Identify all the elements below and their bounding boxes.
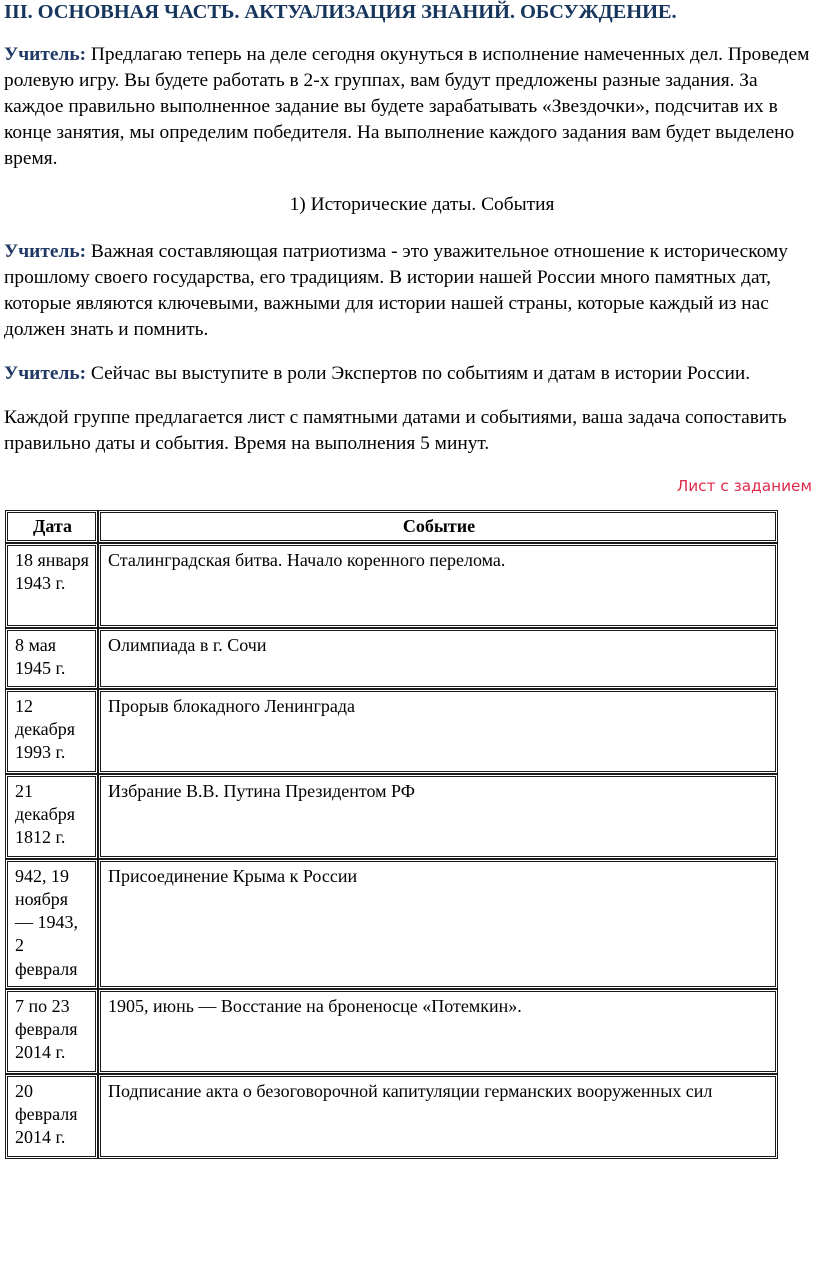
cell-event: Избрание В.В. Путина Президентом РФ [98, 774, 778, 859]
cell-event: Присоединение Крыма к России [98, 859, 778, 989]
spacer [4, 343, 812, 361]
cell-date: 18 января 1943 г. [5, 543, 98, 628]
page-title: III. ОСНОВНАЯ ЧАСТЬ. АКТУАЛИЗАЦИЯ ЗНАНИЙ. ОБСУЖДЕНИЕ. [4, 1, 677, 23]
paragraph-text: Предлагаю теперь на деле сегодня окунуться в исполнение намеченных дел. Проведем ролевую игру. Вы будете работать в 2-х группах, вам будут предложены разные задания. За каждое правильно выполненное задание вы будете зарабатывать «Звездочки», подсчитав их в конце занятия, мы определим победителя. На выполнение каждого задания вам будет выделено время. [4, 43, 810, 170]
cell-event: Прорыв блокадного Ленинграда [98, 689, 778, 774]
paragraph-teacher-2 [4, 239, 812, 343]
paragraph-teacher-1 [4, 42, 812, 172]
cell-date: 21 декабря 1812 г. [5, 774, 98, 859]
cell-date: 942, 19 ноября — 1943, 2 февраля [5, 859, 98, 989]
table-row [5, 628, 778, 689]
spacer [4, 496, 812, 510]
section-title: 1) Исторические даты. События [289, 194, 555, 216]
table-header-row [5, 510, 778, 543]
table-row [5, 774, 778, 859]
spacer [4, 387, 812, 405]
paragraph-text: Каждой группе предлагается лист с памятными датами и событиями, ваша задача сопоставить правильно даты и события. Время на выполнения 5 минут. [4, 406, 787, 455]
paragraph-text: Важная составляющая патриотизма - это уважительное отношение к историческому прошлому своего государства, его традициям. В истории нашей России много памятных дат, которые являются ключевыми, важными для истории нашей страны, которые каждый из нас должен знать и помнить. [4, 240, 788, 340]
table-row [5, 859, 778, 989]
cell-event: 1905, июнь — Восстание на броненосце «Потемкин». [98, 989, 778, 1074]
spacer [4, 457, 812, 477]
cell-event: Подписание акта о безоговорочной капитуляции германских вооруженных сил [98, 1074, 778, 1159]
cell-event: Сталинградская битва. Начало коренного перелома. [98, 543, 778, 628]
table-row [5, 689, 778, 774]
table-row [5, 989, 778, 1074]
table-row [5, 1074, 778, 1159]
cell-date: 20 февраля 2014 г. [5, 1074, 98, 1159]
speaker-label: Учитель: [4, 240, 87, 262]
cell-event: Олимпиада в г. Сочи [98, 628, 778, 689]
paragraph-teacher-3 [4, 361, 812, 387]
spacer [4, 172, 812, 192]
speaker-label: Учитель: [4, 362, 87, 384]
dates-events-table [5, 510, 778, 1159]
spacer [4, 24, 812, 42]
paragraph-text: Сейчас вы выступите в роли Экспертов по событиям и датам в истории России. [86, 362, 751, 384]
column-header-event: Событие [98, 510, 778, 543]
worksheet-note: Лист с заданием [676, 477, 812, 496]
table-row [5, 543, 778, 628]
document-page [0, 1, 816, 1271]
column-header-date: Дата [5, 510, 98, 543]
speaker-label: Учитель: [4, 43, 87, 65]
cell-date: 8 мая 1945 г. [5, 628, 98, 689]
cell-date: 7 по 23 февраля 2014 г. [5, 989, 98, 1074]
cell-date: 12 декабря 1993 г. [5, 689, 98, 774]
spacer [4, 219, 812, 239]
paragraph-instructions [4, 405, 812, 457]
